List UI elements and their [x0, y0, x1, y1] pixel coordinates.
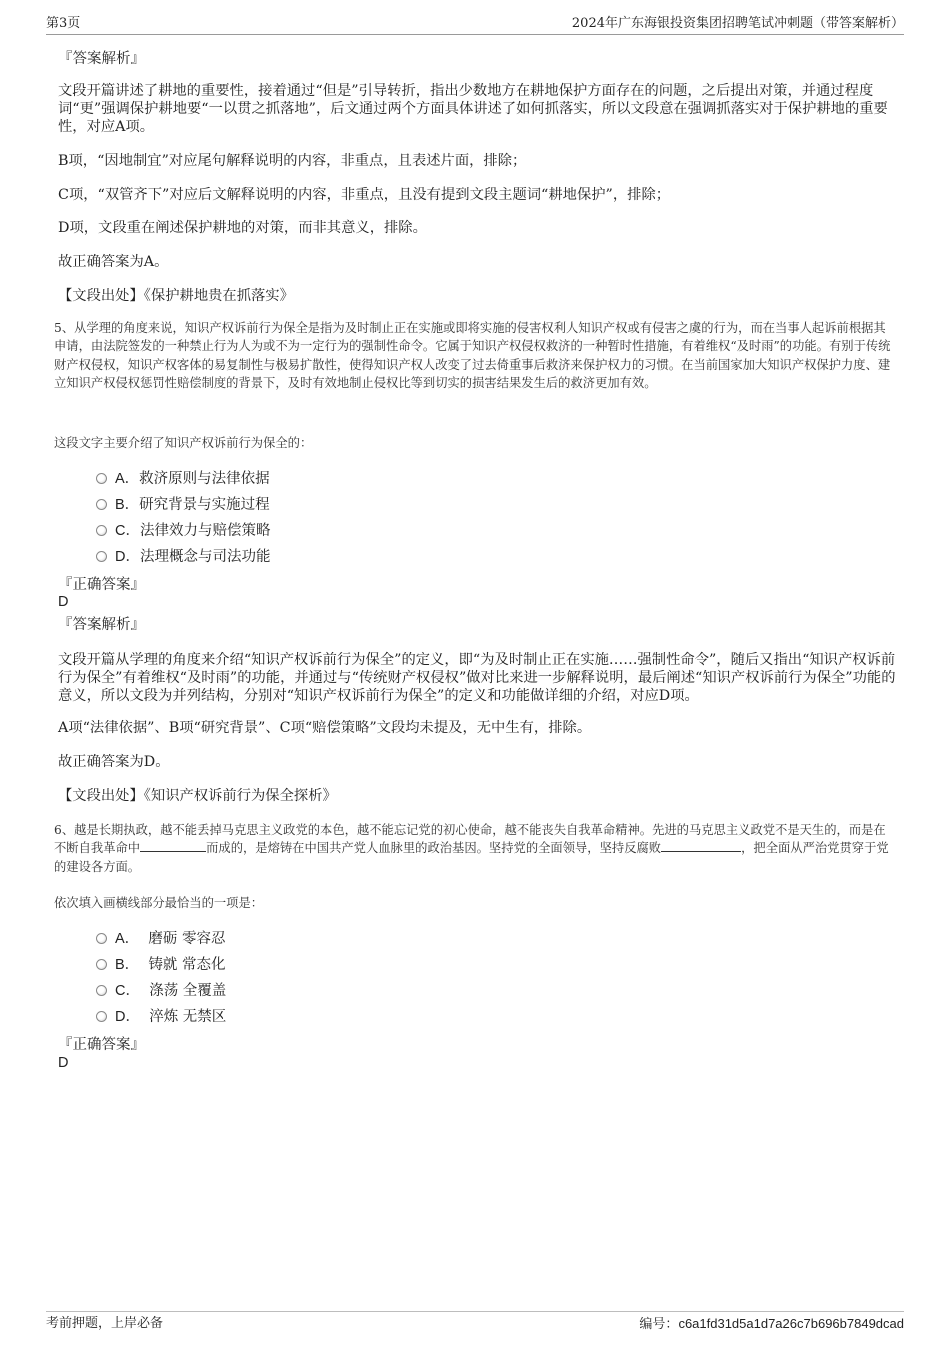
option-a[interactable]: A．救济原则与法律依据 — [96, 470, 270, 488]
document-title: 2024年广东海银投资集团招聘笔试冲刺题（带答案解析） — [571, 16, 904, 31]
radio-icon[interactable] — [96, 933, 107, 944]
radio-icon[interactable] — [96, 959, 107, 970]
option-c[interactable]: C．法律效力与赔偿策略 — [96, 522, 270, 540]
analysis-paragraph: 文段开篇讲述了耕地的重要性，接着通过“但是”引导转折，指出少数地方在耕地保护方面存在的问题，之后提出对策，并通过程度词“更”强调保护耕地要“一以贯之抓落地”，后文通过两个方面具体讲述了如何抓落实，所以文段意在强调抓落实对于保护耕地的重要性，对应A项。 — [58, 83, 888, 135]
page-number: 第3页 — [46, 16, 81, 31]
correct-answer-tag: 『正确答案』 — [58, 577, 145, 593]
option-b[interactable]: B．研究背景与实施过程 — [96, 496, 270, 514]
page-footer — [46, 1311, 904, 1335]
fill-blank — [140, 839, 206, 852]
correct-answer-tag: 『正确答案』 — [58, 1037, 145, 1053]
page-header — [46, 14, 904, 35]
correct-answer: D — [58, 1055, 69, 1071]
option-b[interactable]: B． 铸就 常态化 — [96, 956, 226, 974]
radio-icon[interactable] — [96, 525, 107, 536]
question-stem: 5、从学理的角度来说，知识产权诉前行为保全是指为及时制止正在实施或即将实施的侵害权利人知识产权或有侵害之虞的行为，而在当事人起诉前根据其申请，由法院签发的一种禁止行为人为或不为一定行为的强制性命令。它属于知识产权侵权救济的一种暂时性措施，有着维权“及时雨”的功能。有别于传统财产权侵权，知识产权客体的易复制性与极易扩散性，使得知识产权人改变了过去倚重事后救济来保护权力的习惯。在当前国家加大知识产权保护力度、建立知识产权侵权惩罚性赔偿制度的背景下，及时有效地制止侵权比等到切实的损害结果发生后的救济更加有效。 — [54, 321, 891, 390]
analysis-option-c: C项，“双管齐下”对应后文解释说明的内容，非重点，且没有提到文段主题词“耕地保护”，排除； — [58, 187, 671, 203]
fill-blank — [661, 839, 741, 852]
radio-icon[interactable] — [96, 1011, 107, 1022]
radio-icon[interactable] — [96, 551, 107, 562]
conclusion: 故正确答案为D。 — [58, 754, 170, 770]
question-stem: 6、越是长期执政，越不能丢掉马克思主义政党的本色，越不能忘记党的初心使命，越不能丧失自我革命精神。先进的马克思主义政党不是天生的，而是在不断自我革命中 而成的，是熔铸在中国共产党人血脉里的政治基因。坚持党的全面领导，坚持反腐败 ，把全面从严治党贯穿于党的建设各方面。 — [54, 823, 889, 874]
question-prompt: 依次填入画横线部分最恰当的一项是： — [54, 896, 264, 910]
option-c[interactable]: C． 涤荡 全覆盖 — [96, 982, 226, 1000]
option-d[interactable]: D．法理概念与司法功能 — [96, 548, 270, 566]
conclusion: 故正确答案为A。 — [58, 254, 169, 270]
analysis-tag: 『答案解析』 — [58, 617, 145, 633]
question-prompt: 这段文字主要介绍了知识产权诉前行为保全的： — [54, 436, 313, 450]
correct-answer: D — [58, 594, 69, 610]
radio-icon[interactable] — [96, 499, 107, 510]
footer-slogan: 考前押题，上岸必备 — [46, 1316, 164, 1331]
document-id: 编号：c6a1fd31d5a1d7a26c7b696b7849dcad — [639, 1316, 904, 1332]
option-a[interactable]: A． 磨砺 零容忍 — [96, 930, 226, 948]
radio-icon[interactable] — [96, 985, 107, 996]
radio-icon[interactable] — [96, 473, 107, 484]
source-citation: 【文段出处】《保护耕地贵在抓落实》 — [58, 288, 294, 304]
analysis-paragraph: 文段开篇从学理的角度来介绍“知识产权诉前行为保全”的定义，即“为及时制止正在实施……强制性命令”，随后又指出“知识产权诉前行为保全”有着维权“及时雨”的功能，并通过与“传统财产权侵权”做对比来进一步解释说明，最后阐述“知识产权诉前行为保全”功能的意义，所以文段为并列结构，分别对“知识产权诉前行为保全”的定义和功能做详细的介绍，对应D项。 — [58, 652, 896, 704]
option-d[interactable]: D． 淬炼 无禁区 — [96, 1008, 226, 1026]
source-citation: 【文段出处】《知识产权诉前行为保全探析》 — [58, 788, 337, 804]
analysis-tag: 『答案解析』 — [58, 51, 145, 67]
analysis-option-b: B项，“因地制宜”对应尾句解释说明的内容，非重点，且表述片面，排除； — [58, 153, 527, 169]
analysis-options: A项“法律依据”、B项“研究背景”、C项“赔偿策略”文段均未提及，无中生有，排除。 — [58, 720, 592, 736]
analysis-option-d: D项，文段重在阐述保护耕地的对策，而非其意义，排除。 — [58, 220, 427, 236]
